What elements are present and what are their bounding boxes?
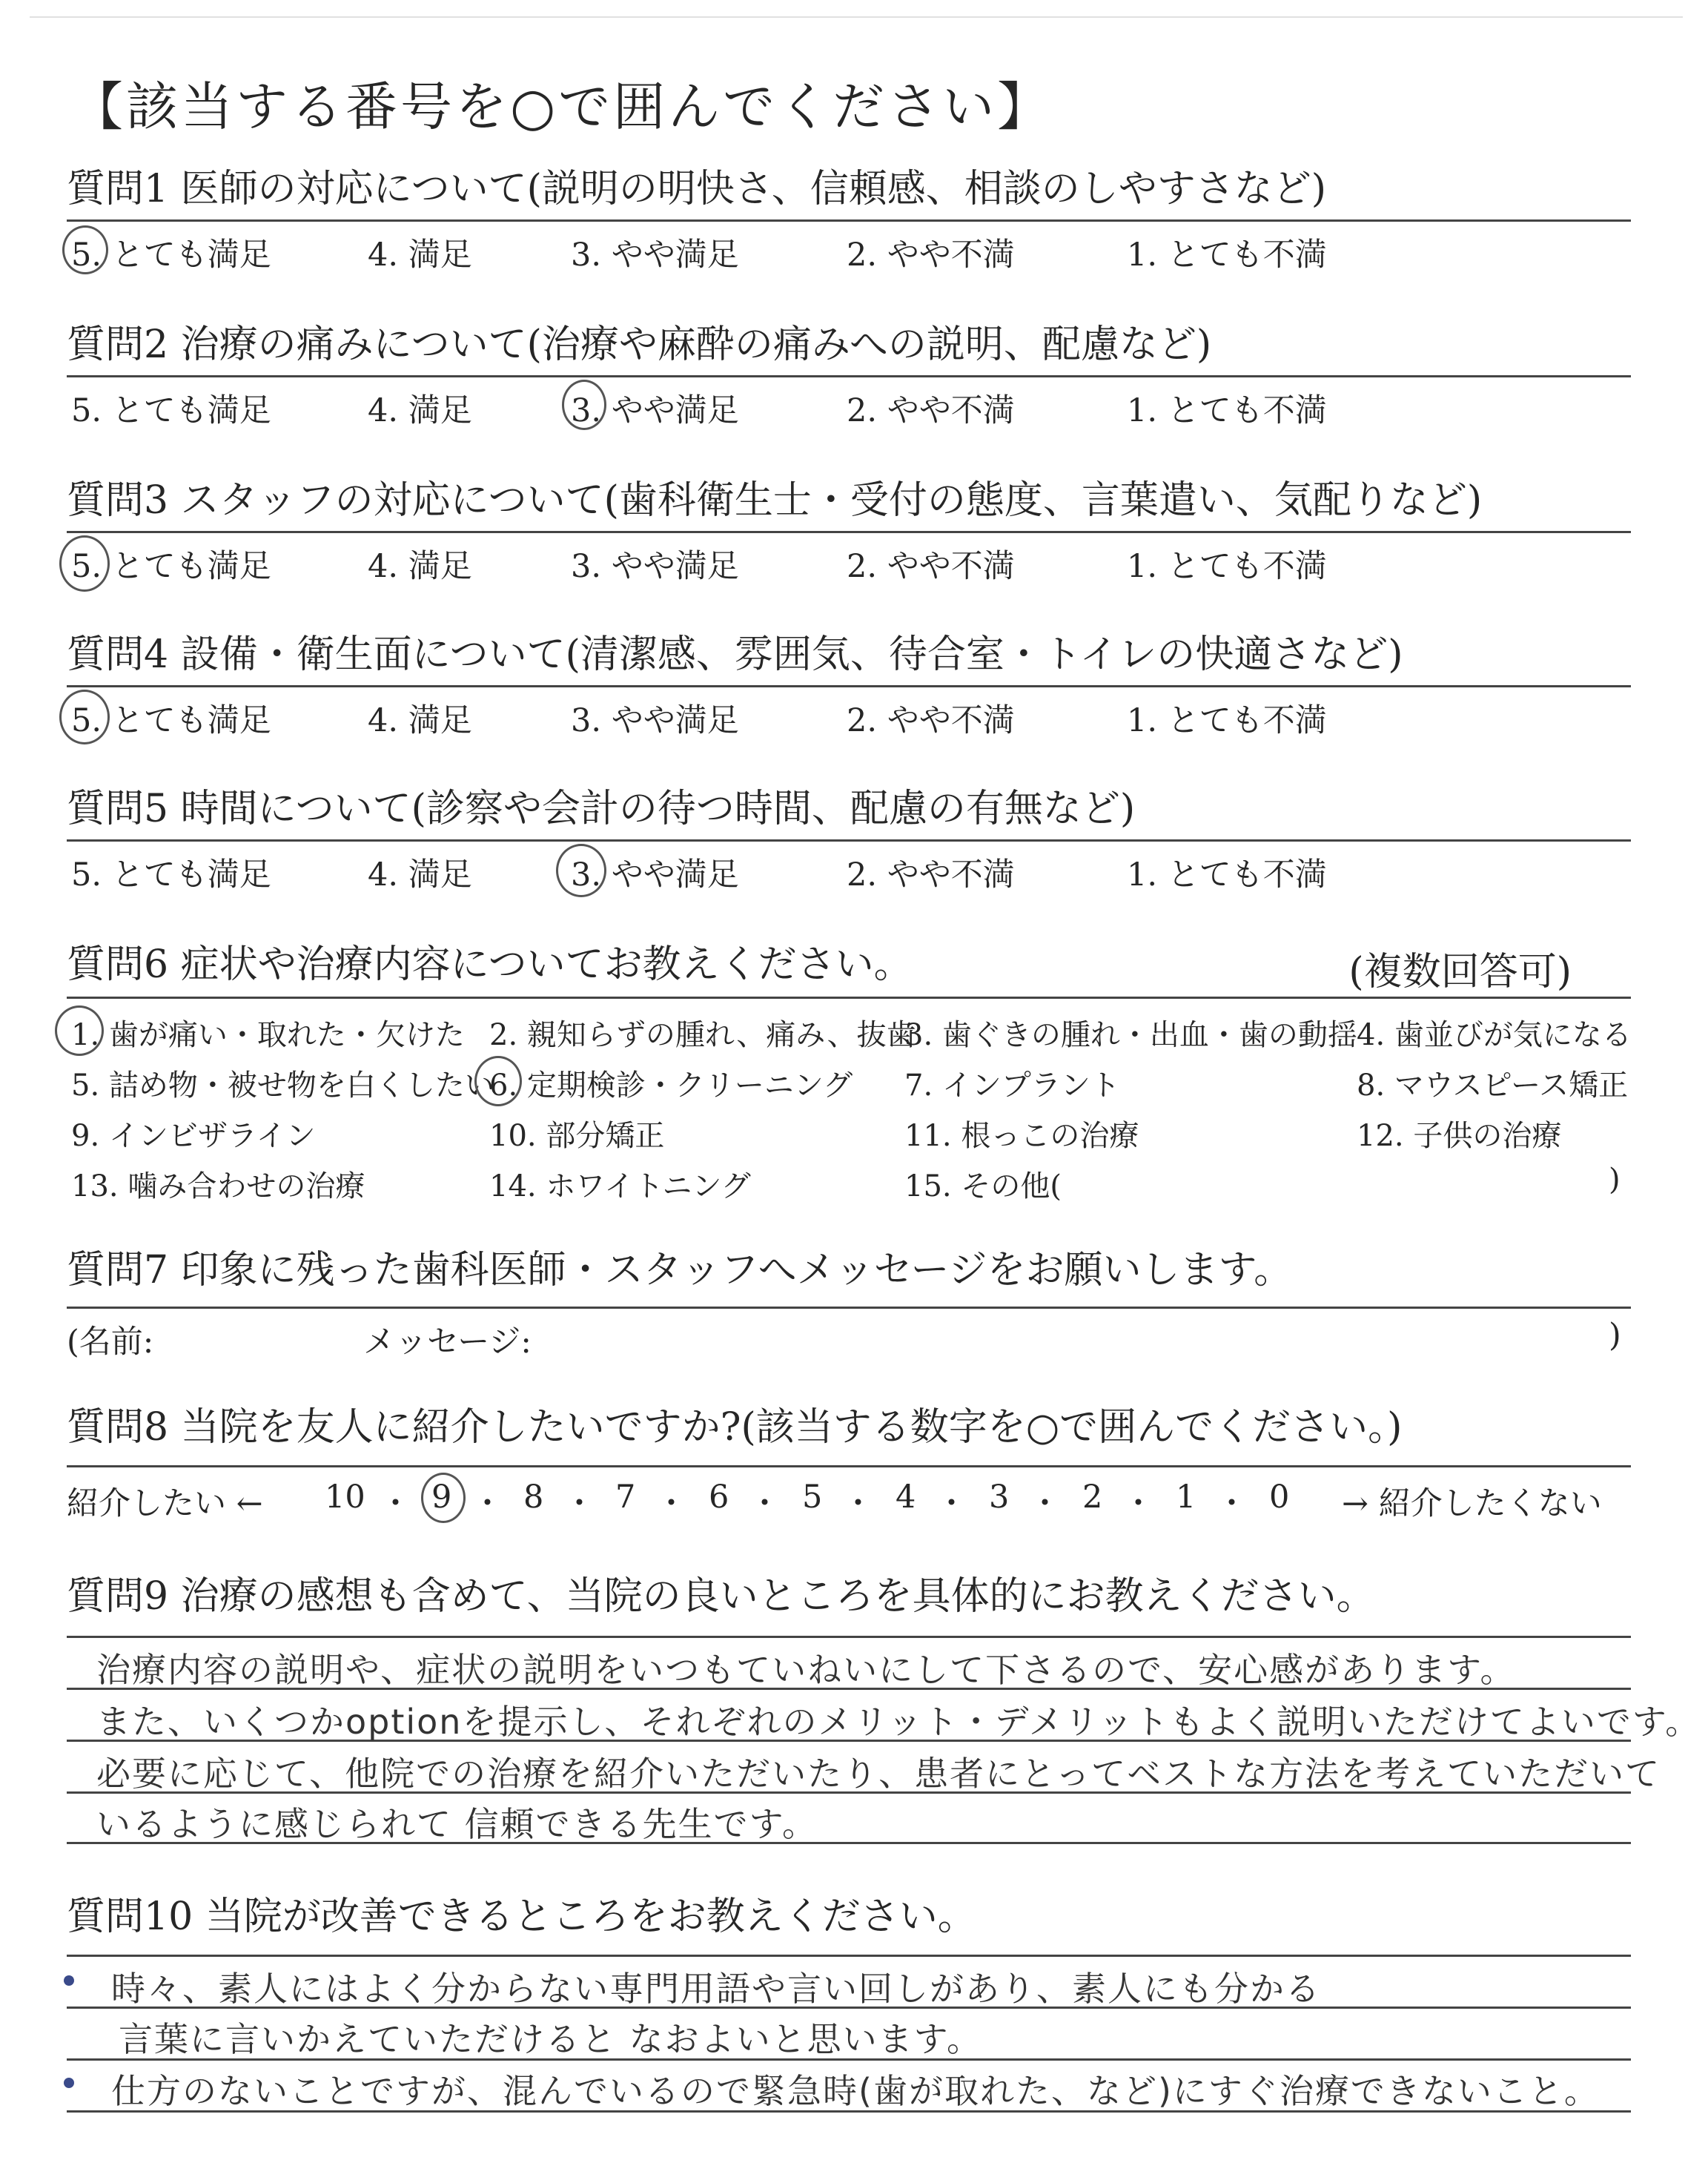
q7-message-label: メッセージ: bbox=[363, 1324, 532, 1361]
question-6-note: (複数回答可) bbox=[1348, 950, 1572, 994]
question-1-rule bbox=[67, 219, 1631, 222]
q4-option-4[interactable]: 4. 満足 bbox=[368, 702, 472, 739]
q6-option-13[interactable]: 13. 噛み合わせの治療 bbox=[71, 1169, 365, 1203]
q9-answer-line-2: また、いくつかoptionを提示し、それぞれのメリット・デメリットもよく説明いただけてよいです。 bbox=[96, 1702, 1701, 1742]
question-10 bbox=[67, 1892, 1631, 2144]
q2-option-1[interactable]: 1. とても不満 bbox=[1127, 392, 1327, 429]
q6-option-6[interactable]: 6. 定期検診・クリーニング bbox=[489, 1069, 853, 1103]
q8-score-2[interactable]: 2 bbox=[1082, 1479, 1103, 1516]
q8-sep: ・ bbox=[936, 1485, 967, 1522]
q8-score-10[interactable]: 10 bbox=[325, 1479, 365, 1516]
q1-option-4[interactable]: 4. 満足 bbox=[368, 237, 472, 274]
q8-selected-circle bbox=[421, 1473, 466, 1523]
question-1-label: 質問1 医師の対応について(説明の明快さ、信頼感、相談のしやすさなど) bbox=[67, 167, 1327, 211]
question-4-label: 質問4 設備・衛生面について(清潔感、雰囲気、待合室・トイレの快適さなど) bbox=[67, 633, 1403, 677]
question-5-label: 質問5 時間について(診察や会計の待つ時間、配慮の有無など) bbox=[67, 787, 1136, 831]
question-2-rule bbox=[67, 375, 1631, 377]
question-4-rule bbox=[67, 685, 1631, 687]
q5-option-5[interactable]: 5. とても満足 bbox=[71, 856, 271, 894]
q6-option-1[interactable]: 1. 歯が痛い・取れた・欠けた bbox=[71, 1018, 465, 1052]
q10-answer-line-3: 仕方のないことですが、混んでいるので緊急時(歯が取れた、など)にすぐ治療できないこと。 bbox=[111, 2071, 1600, 2111]
q8-score-4[interactable]: 4 bbox=[896, 1479, 916, 1516]
q6-option-15[interactable]: 15. その他( bbox=[904, 1169, 1062, 1203]
question-5-rule bbox=[67, 839, 1631, 842]
question-9-rule-1 bbox=[67, 1636, 1631, 1638]
q5-option-1[interactable]: 1. とても不満 bbox=[1127, 856, 1327, 894]
q6-selected-circle-6 bbox=[474, 1056, 522, 1106]
q9-answer-line-3: 必要に応じて、他院での治療を紹介いただいたり、患者にとってベストな方法を考えていただいて bbox=[96, 1754, 1661, 1794]
q8-right-label: → 紹介したくない bbox=[1342, 1485, 1602, 1522]
top-border bbox=[30, 16, 1683, 18]
q6-option-11[interactable]: 11. 根っこの治療 bbox=[904, 1119, 1139, 1153]
q7-name-label: (名前: bbox=[67, 1324, 154, 1361]
q1-option-3[interactable]: 3. やや満足 bbox=[571, 237, 739, 274]
q10-answer-line-2: 言葉に言いかえていただけると なおよいと思います。 bbox=[119, 2019, 982, 2059]
question-2-label: 質問2 治療の痛みについて(治療や麻酔の痛みへの説明、配慮など) bbox=[67, 323, 1212, 367]
q1-option-5[interactable]: 5. とても満足 bbox=[71, 237, 271, 274]
q3-option-3[interactable]: 3. やや満足 bbox=[571, 548, 739, 585]
q9-answer-line-4: いるように感じられて 信頼できる先生です。 bbox=[96, 1804, 818, 1844]
q6-option-5[interactable]: 5. 詰め物・被せ物を白くしたい bbox=[71, 1069, 494, 1103]
q7-close-paren: ) bbox=[1609, 1317, 1621, 1354]
q6-option-14[interactable]: 14. ホワイトニング bbox=[489, 1169, 751, 1203]
q8-sep: ・ bbox=[1216, 1485, 1248, 1522]
q10-bullet-1 bbox=[64, 1975, 74, 1986]
q4-option-3[interactable]: 3. やや満足 bbox=[571, 702, 739, 739]
question-6-rule bbox=[67, 997, 1631, 999]
question-9-label: 質問9 治療の感想も含めて、当院の良いところを具体的にお教えください。 bbox=[67, 1574, 1375, 1619]
q5-selected-circle bbox=[556, 844, 606, 897]
q6-option-2[interactable]: 2. 親知らずの腫れ、痛み、抜歯 bbox=[489, 1018, 916, 1052]
q8-sep: ・ bbox=[1029, 1485, 1061, 1522]
q8-left-label: 紹介したい ← bbox=[67, 1485, 263, 1522]
q8-score-6[interactable]: 6 bbox=[709, 1479, 729, 1516]
q3-option-5[interactable]: 5. とても満足 bbox=[71, 548, 271, 585]
q5-option-4[interactable]: 4. 満足 bbox=[368, 856, 472, 894]
question-8 bbox=[67, 1403, 1631, 1529]
q4-selected-circle bbox=[59, 690, 110, 744]
q8-score-5[interactable]: 5 bbox=[802, 1479, 823, 1516]
q4-option-5[interactable]: 5. とても満足 bbox=[71, 702, 271, 739]
q5-option-3[interactable]: 3. やや満足 bbox=[571, 856, 739, 894]
question-3 bbox=[67, 476, 1631, 585]
question-1 bbox=[67, 165, 1631, 274]
question-10-label: 質問10 当院が改善できるところをお教えください。 bbox=[67, 1895, 976, 1939]
q2-selected-circle bbox=[562, 380, 606, 430]
question-10-rule-1 bbox=[67, 1955, 1631, 1957]
q6-option-15-close: ) bbox=[1609, 1163, 1621, 1197]
q6-option-8[interactable]: 8. マウスピース矯正 bbox=[1357, 1069, 1629, 1103]
q2-option-4[interactable]: 4. 満足 bbox=[368, 392, 472, 429]
q10-answer-line-1: 時々、素人にはよく分からない専門用語や言い回しがあり、素人にも分かる bbox=[111, 1969, 1321, 2009]
question-4 bbox=[67, 630, 1631, 739]
question-6-label: 質問6 症状や治療内容についてお教えください。 bbox=[67, 942, 913, 987]
q8-sep: ・ bbox=[380, 1485, 411, 1522]
q3-selected-circle bbox=[59, 535, 110, 592]
question-3-label: 質問3 スタッフの対応について(歯科衛生士・受付の態度、言葉遣い、気配りなど) bbox=[67, 478, 1483, 523]
q8-sep: ・ bbox=[842, 1485, 874, 1522]
q6-option-12[interactable]: 12. 子供の治療 bbox=[1357, 1119, 1562, 1153]
q4-option-2[interactable]: 2. やや不満 bbox=[847, 702, 1015, 739]
q8-sep: ・ bbox=[749, 1485, 781, 1522]
q1-option-2[interactable]: 2. やや不満 bbox=[847, 237, 1015, 274]
question-3-rule bbox=[67, 531, 1631, 533]
q2-option-2[interactable]: 2. やや不満 bbox=[847, 392, 1015, 429]
q9-answer-line-1: 治療内容の説明や、症状の説明をいつもていねいにして下さるので、安心感があります。 bbox=[96, 1650, 1516, 1690]
question-8-label: 質問8 当院を友人に紹介したいですか?(該当する数字を○で囲んでください。) bbox=[67, 1405, 1403, 1450]
q8-score-9[interactable]: 9 bbox=[431, 1479, 452, 1516]
q6-selected-circle-1 bbox=[55, 1005, 104, 1056]
question-5 bbox=[67, 785, 1631, 894]
q8-sep: ・ bbox=[655, 1485, 687, 1522]
q8-score-3[interactable]: 3 bbox=[989, 1479, 1010, 1516]
q1-selected-circle bbox=[62, 225, 108, 274]
question-9 bbox=[67, 1572, 1701, 1846]
q5-option-2[interactable]: 2. やや不満 bbox=[847, 856, 1015, 894]
q6-option-7[interactable]: 7. インプラント bbox=[904, 1069, 1120, 1103]
q6-option-10[interactable]: 10. 部分矯正 bbox=[489, 1119, 665, 1153]
question-7-rule bbox=[67, 1307, 1631, 1309]
question-6 bbox=[67, 940, 1631, 1215]
q10-bullet-2 bbox=[64, 2078, 74, 2088]
q2-option-5[interactable]: 5. とても満足 bbox=[71, 392, 271, 429]
q8-score-0[interactable]: 0 bbox=[1269, 1479, 1290, 1516]
q8-score-7[interactable]: 7 bbox=[615, 1479, 636, 1516]
question-7 bbox=[67, 1246, 1631, 1364]
q6-option-9[interactable]: 9. インビザライン bbox=[71, 1119, 316, 1153]
q3-option-1[interactable]: 1. とても不満 bbox=[1127, 548, 1327, 585]
question-8-rule bbox=[67, 1465, 1631, 1467]
q3-option-4[interactable]: 4. 満足 bbox=[368, 548, 472, 585]
q8-sep: ・ bbox=[1122, 1485, 1154, 1522]
q4-option-1[interactable]: 1. とても不満 bbox=[1127, 702, 1327, 739]
question-7-label: 質問7 印象に残った歯科医師・スタッフへメッセージをお願いします。 bbox=[67, 1248, 1293, 1292]
q8-score-8[interactable]: 8 bbox=[523, 1479, 544, 1516]
q8-score-1[interactable]: 1 bbox=[1176, 1479, 1196, 1516]
q8-sep: ・ bbox=[563, 1485, 595, 1522]
q6-option-3[interactable]: 3. 歯ぐきの腫れ・出血・歯の動揺 bbox=[904, 1018, 1357, 1052]
question-2 bbox=[67, 320, 1631, 429]
q6-option-4[interactable]: 4. 歯並びが気になる bbox=[1357, 1018, 1632, 1052]
q2-option-3[interactable]: 3. やや満足 bbox=[571, 392, 739, 429]
q3-option-2[interactable]: 2. やや不満 bbox=[847, 548, 1015, 585]
q8-sep: ・ bbox=[471, 1485, 503, 1522]
q1-option-1[interactable]: 1. とても不満 bbox=[1127, 237, 1327, 274]
page-title: 【該当する番号を○で囲んでください】 bbox=[71, 76, 1053, 137]
